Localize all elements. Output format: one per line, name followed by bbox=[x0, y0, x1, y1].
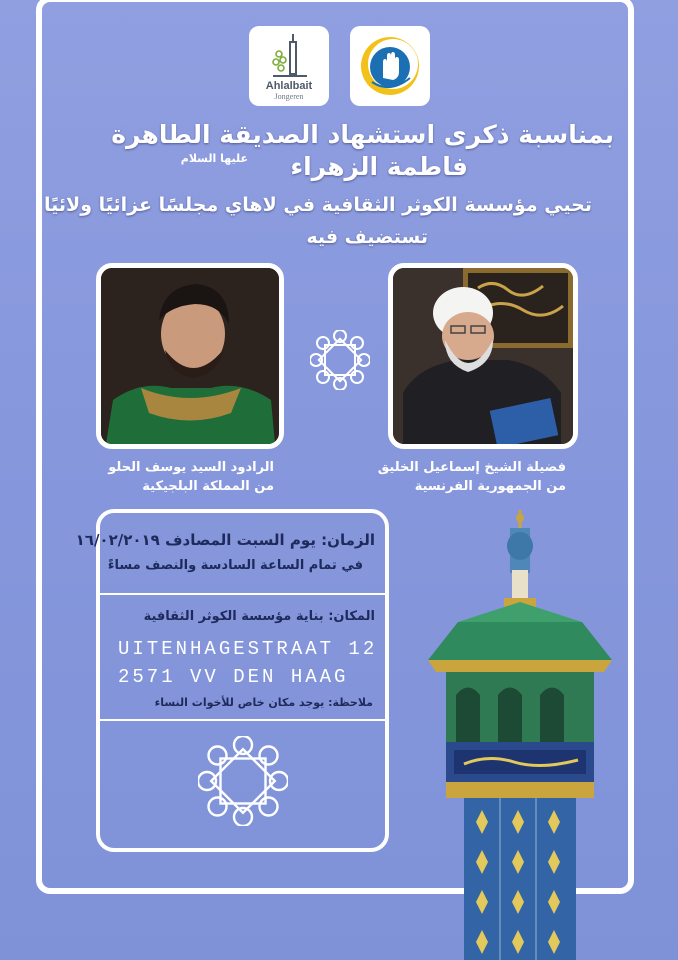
sheikh-photo bbox=[388, 263, 578, 449]
address-city: 2571 VV DEN HAAG bbox=[118, 666, 349, 688]
rosette-icon bbox=[198, 736, 288, 826]
kawthar-logo bbox=[350, 26, 430, 106]
jongeren-logo-text: Jongeren bbox=[274, 92, 304, 101]
event-place: المكان: بناية مؤسسة الكوثر الثقافية bbox=[143, 609, 375, 624]
speaker-sheikh-origin: من الجمهورية الفرنسية bbox=[414, 479, 566, 494]
headline-line1: بمناسبة ذكرى استشهاد الصديقة الطاهرة bbox=[111, 120, 614, 149]
minaret-illustration bbox=[418, 510, 628, 960]
peace-be-upon-her: عليها السلام bbox=[180, 152, 248, 165]
event-time-hour: في تمام الساعة السادسة والنصف مساءً bbox=[107, 558, 363, 573]
ahlalbait-logo-text: Ahlalbait bbox=[265, 80, 313, 92]
rosette-icon bbox=[310, 330, 370, 390]
reciter-photo bbox=[96, 263, 284, 449]
headline-line2: فاطمة الزهراء bbox=[290, 152, 468, 181]
info-divider bbox=[96, 593, 389, 595]
speaker-sheikh-name: فضيلة الشيخ إسماعيل الخليق bbox=[377, 460, 566, 475]
speaker-reciter-name: الرادود السيد يوسف الحلو bbox=[108, 460, 274, 475]
address-street: UITENHAGESTRAAT 12 bbox=[118, 638, 378, 660]
intro-line2: تستضيف فيه bbox=[306, 226, 428, 248]
ahlalbait-logo bbox=[249, 26, 329, 106]
event-time-date: الزمان: يوم السبت المصادف ١٦/٠٢/٢٠١٩ bbox=[75, 531, 375, 549]
intro-line1: تحيي مؤسسة الكوثر الثقافية في لاهاي مجلسًا عزائيًا ولائيًا bbox=[44, 194, 592, 216]
info-divider bbox=[96, 719, 389, 721]
speaker-reciter-origin: من المملكة البلجيكية bbox=[142, 479, 274, 494]
hand-crescent-icon bbox=[358, 34, 422, 98]
minaret-logo-icon bbox=[267, 32, 311, 80]
event-note: ملاحظة: يوجد مكان خاص للأخوات النساء bbox=[154, 696, 373, 709]
